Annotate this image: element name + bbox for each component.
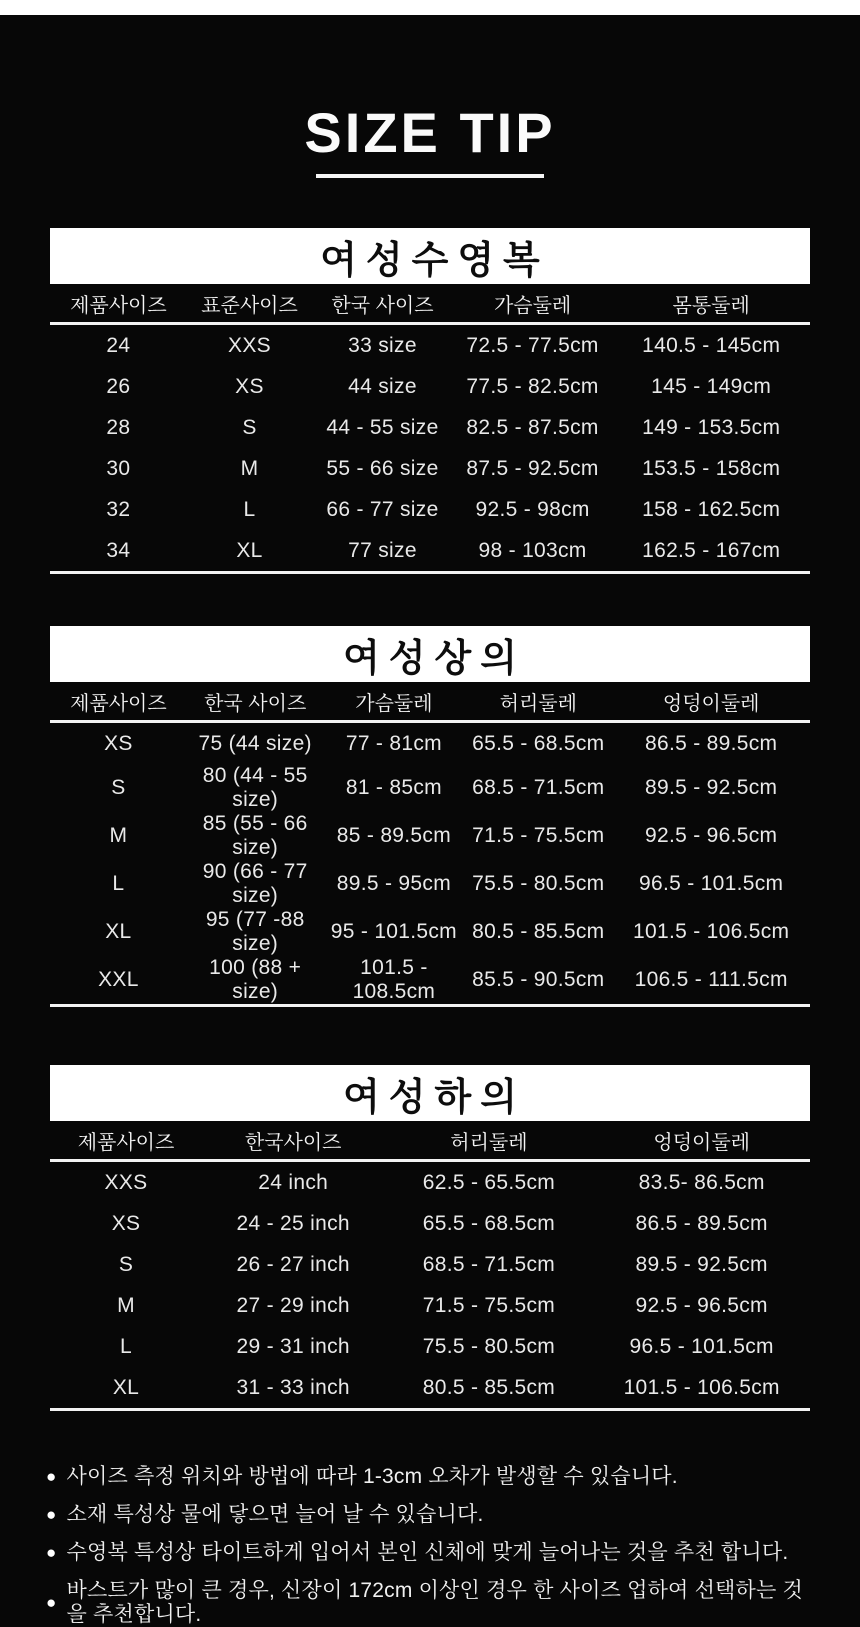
size-cell: L — [112, 872, 125, 895]
size-cell: XL — [236, 538, 263, 562]
size-cell: 106.5 - 111.5cm — [634, 968, 788, 991]
size-cell: S — [242, 415, 257, 439]
size-cell: 162.5 - 167cm — [642, 538, 781, 562]
size-cell: 26 - 27 inch — [236, 1252, 350, 1276]
table-title-banner — [50, 228, 810, 284]
table-row — [50, 366, 810, 407]
size-cell: 96.5 - 101.5cm — [629, 1334, 774, 1358]
page-header — [0, 15, 860, 178]
size-cell: 28 — [106, 415, 131, 439]
size-cell: 80.5 - 85.5cm — [422, 1375, 556, 1399]
table-header-row — [50, 1121, 810, 1161]
size-cell: 68.5 - 71.5cm — [472, 776, 605, 799]
womens-bottom-size-table — [50, 1121, 810, 1411]
table-row — [50, 908, 810, 956]
size-cell: 80 (44 - 55 size) — [202, 764, 308, 811]
column-header: 한국사이즈 — [202, 1121, 384, 1161]
table-row — [50, 1326, 810, 1367]
size-cell: 140.5 - 145cm — [642, 333, 781, 357]
table-body — [50, 324, 810, 573]
column-header: 표준사이즈 — [187, 284, 312, 324]
size-notes — [0, 1465, 860, 1627]
size-cell: 34 — [106, 538, 131, 562]
table-row — [50, 764, 810, 812]
size-cell: 31 - 33 inch — [236, 1375, 350, 1399]
size-cell: 149 - 153.5cm — [642, 415, 781, 439]
table-section-womens-swimsuit — [0, 228, 860, 574]
table-body — [50, 722, 810, 1006]
table-header-row — [50, 682, 810, 722]
size-cell: XXS — [228, 333, 271, 357]
table-body — [50, 1161, 810, 1410]
size-cell: 158 - 162.5cm — [642, 497, 781, 521]
size-cell: 82.5 - 87.5cm — [466, 415, 599, 439]
size-cell: XL — [105, 920, 132, 943]
note-text: 소재 특성상 물에 닿으면 늘어 날 수 있습니다. — [66, 1503, 484, 1526]
column-header: 한국 사이즈 — [312, 284, 453, 324]
size-cell: M — [117, 1293, 135, 1317]
size-cell: 92.5 - 98cm — [475, 497, 590, 521]
table-title-banner — [50, 1065, 810, 1121]
size-cell: 65.5 - 68.5cm — [422, 1211, 556, 1235]
table-row — [50, 1203, 810, 1244]
bullet-icon: ● — [46, 1467, 57, 1486]
note-text: 사이즈 측정 위치와 방법에 따라 1-3cm 오차가 발생할 수 있습니다. — [66, 1465, 678, 1488]
size-cell: 77.5 - 82.5cm — [466, 374, 599, 398]
table-row — [50, 407, 810, 448]
size-cell: 98 - 103cm — [478, 538, 587, 562]
size-cell: XXL — [98, 968, 139, 991]
table-row — [50, 1161, 810, 1204]
note-item — [46, 1503, 814, 1527]
table-row — [50, 722, 810, 765]
size-cell: 75 (44 size) — [198, 731, 312, 755]
size-cell: 44 size — [348, 374, 417, 398]
table-row — [50, 530, 810, 573]
size-cell: 71.5 - 75.5cm — [422, 1293, 556, 1317]
size-cell: 85.5 - 90.5cm — [472, 968, 605, 991]
size-cell: S — [118, 1252, 134, 1276]
size-cell: 62.5 - 65.5cm — [422, 1170, 556, 1194]
size-cell: 24 inch — [258, 1170, 329, 1194]
table-row — [50, 860, 810, 908]
size-cell: 89.5 - 92.5cm — [635, 1252, 768, 1276]
size-cell: 89.5 - 92.5cm — [645, 776, 778, 799]
size-cell: 92.5 - 96.5cm — [635, 1293, 768, 1317]
size-cell: XS — [104, 731, 133, 755]
column-header: 몸통둘레 — [612, 284, 810, 324]
column-header: 허리둘레 — [384, 1121, 593, 1161]
table-row — [50, 812, 810, 860]
size-cell: 75.5 - 80.5cm — [472, 872, 605, 895]
table-title-womens-bottom: 여성하의 — [343, 1076, 526, 1119]
column-header: 제품사이즈 — [50, 1121, 202, 1161]
size-cell: L — [243, 497, 256, 521]
table-header-row — [50, 284, 810, 324]
table-row — [50, 956, 810, 1006]
size-cell: 101.5 - 106.5cm — [623, 1375, 780, 1399]
size-cell: 100 (88 + size) — [209, 956, 302, 1003]
column-header: 가슴둘레 — [453, 284, 613, 324]
size-cell: S — [111, 776, 126, 799]
size-cell: M — [240, 456, 259, 480]
bullet-icon: ● — [46, 1505, 57, 1524]
column-header: 한국 사이즈 — [187, 682, 324, 722]
size-cell: 44 - 55 size — [326, 415, 439, 439]
bullet-icon: ● — [46, 1593, 57, 1612]
size-cell: 85 (55 - 66 size) — [202, 812, 308, 859]
size-cell: 33 size — [348, 333, 417, 357]
size-cell: L — [120, 1334, 132, 1358]
size-cell: 86.5 - 89.5cm — [645, 731, 778, 755]
size-cell: 95 (77 -88 size) — [205, 908, 305, 955]
table-section-womens-bottom — [0, 1065, 860, 1411]
note-item — [46, 1465, 814, 1489]
size-cell: 83.5- 86.5cm — [638, 1170, 765, 1194]
size-cell: 92.5 - 96.5cm — [645, 824, 778, 847]
bullet-icon: ● — [46, 1543, 57, 1562]
top-white-strip — [0, 0, 860, 15]
table-title-womens-swimsuit: 여성수영복 — [320, 239, 549, 282]
size-cell: 101.5 - 108.5cm — [352, 956, 436, 1003]
size-cell: 27 - 29 inch — [236, 1293, 350, 1317]
title-underline — [316, 174, 544, 178]
size-cell: 85 - 89.5cm — [336, 824, 451, 847]
size-cell: 68.5 - 71.5cm — [422, 1252, 556, 1276]
size-cell: 72.5 - 77.5cm — [466, 333, 599, 357]
page-title: SIZE TIP — [304, 101, 556, 164]
note-text: 수영복 특성상 타이트하게 입어서 본인 신체에 맞게 늘어나는 것을 추천 합니다. — [66, 1541, 789, 1564]
size-cell: 96.5 - 101.5cm — [639, 872, 784, 895]
size-cell: 95 - 101.5cm — [330, 920, 457, 943]
table-row — [50, 489, 810, 530]
size-cell: 66 - 77 size — [326, 497, 439, 521]
size-cell: 80.5 - 85.5cm — [472, 920, 605, 943]
table-title-womens-top: 여성상의 — [343, 637, 526, 680]
size-cell: 86.5 - 89.5cm — [635, 1211, 768, 1235]
size-cell: 24 — [106, 333, 131, 357]
size-cell: 87.5 - 92.5cm — [466, 456, 599, 480]
size-cell: 81 - 85cm — [345, 776, 442, 799]
size-cell: 77 - 81cm — [345, 731, 442, 755]
column-header: 제품사이즈 — [50, 682, 187, 722]
table-section-womens-top — [0, 626, 860, 1007]
table-row — [50, 1367, 810, 1410]
size-cell: M — [109, 824, 128, 847]
table-row — [50, 448, 810, 489]
size-cell: 32 — [106, 497, 131, 521]
size-cell: XS — [111, 1211, 141, 1235]
column-header: 엉덩이둘레 — [612, 682, 810, 722]
size-cell: 153.5 - 158cm — [642, 456, 781, 480]
womens-top-size-table — [50, 682, 810, 1007]
column-header: 제품사이즈 — [50, 284, 187, 324]
table-row — [50, 1244, 810, 1285]
size-cell: 65.5 - 68.5cm — [472, 731, 605, 755]
size-cell: XS — [235, 374, 264, 398]
column-header: 가슴둘레 — [324, 682, 465, 722]
size-cell: 26 — [106, 374, 131, 398]
size-cell: 101.5 - 106.5cm — [633, 920, 790, 943]
note-item — [46, 1541, 814, 1565]
size-cell: 29 - 31 inch — [236, 1334, 350, 1358]
column-header: 허리둘레 — [464, 682, 612, 722]
size-cell: 90 (66 - 77 size) — [202, 860, 308, 907]
size-cell: 24 - 25 inch — [236, 1211, 350, 1235]
womens-swimsuit-size-table — [50, 284, 810, 574]
size-cell: 145 - 149cm — [651, 374, 772, 398]
note-text: 바스트가 많이 큰 경우, 신장이 172cm 이상인 경우 한 사이즈 업하여 선택하는 것을 추천합니다. — [66, 1579, 804, 1626]
size-cell: XXS — [104, 1170, 148, 1194]
size-cell: 55 - 66 size — [326, 456, 439, 480]
size-cell: 71.5 - 75.5cm — [472, 824, 605, 847]
size-cell: XL — [112, 1375, 140, 1399]
table-title-banner — [50, 626, 810, 682]
size-cell: 89.5 - 95cm — [336, 872, 451, 895]
size-cell: 30 — [106, 456, 131, 480]
column-header: 엉덩이둘레 — [593, 1121, 810, 1161]
table-row — [50, 324, 810, 367]
table-row — [50, 1285, 810, 1326]
size-cell: 77 size — [348, 538, 417, 562]
size-cell: 75.5 - 80.5cm — [422, 1334, 556, 1358]
